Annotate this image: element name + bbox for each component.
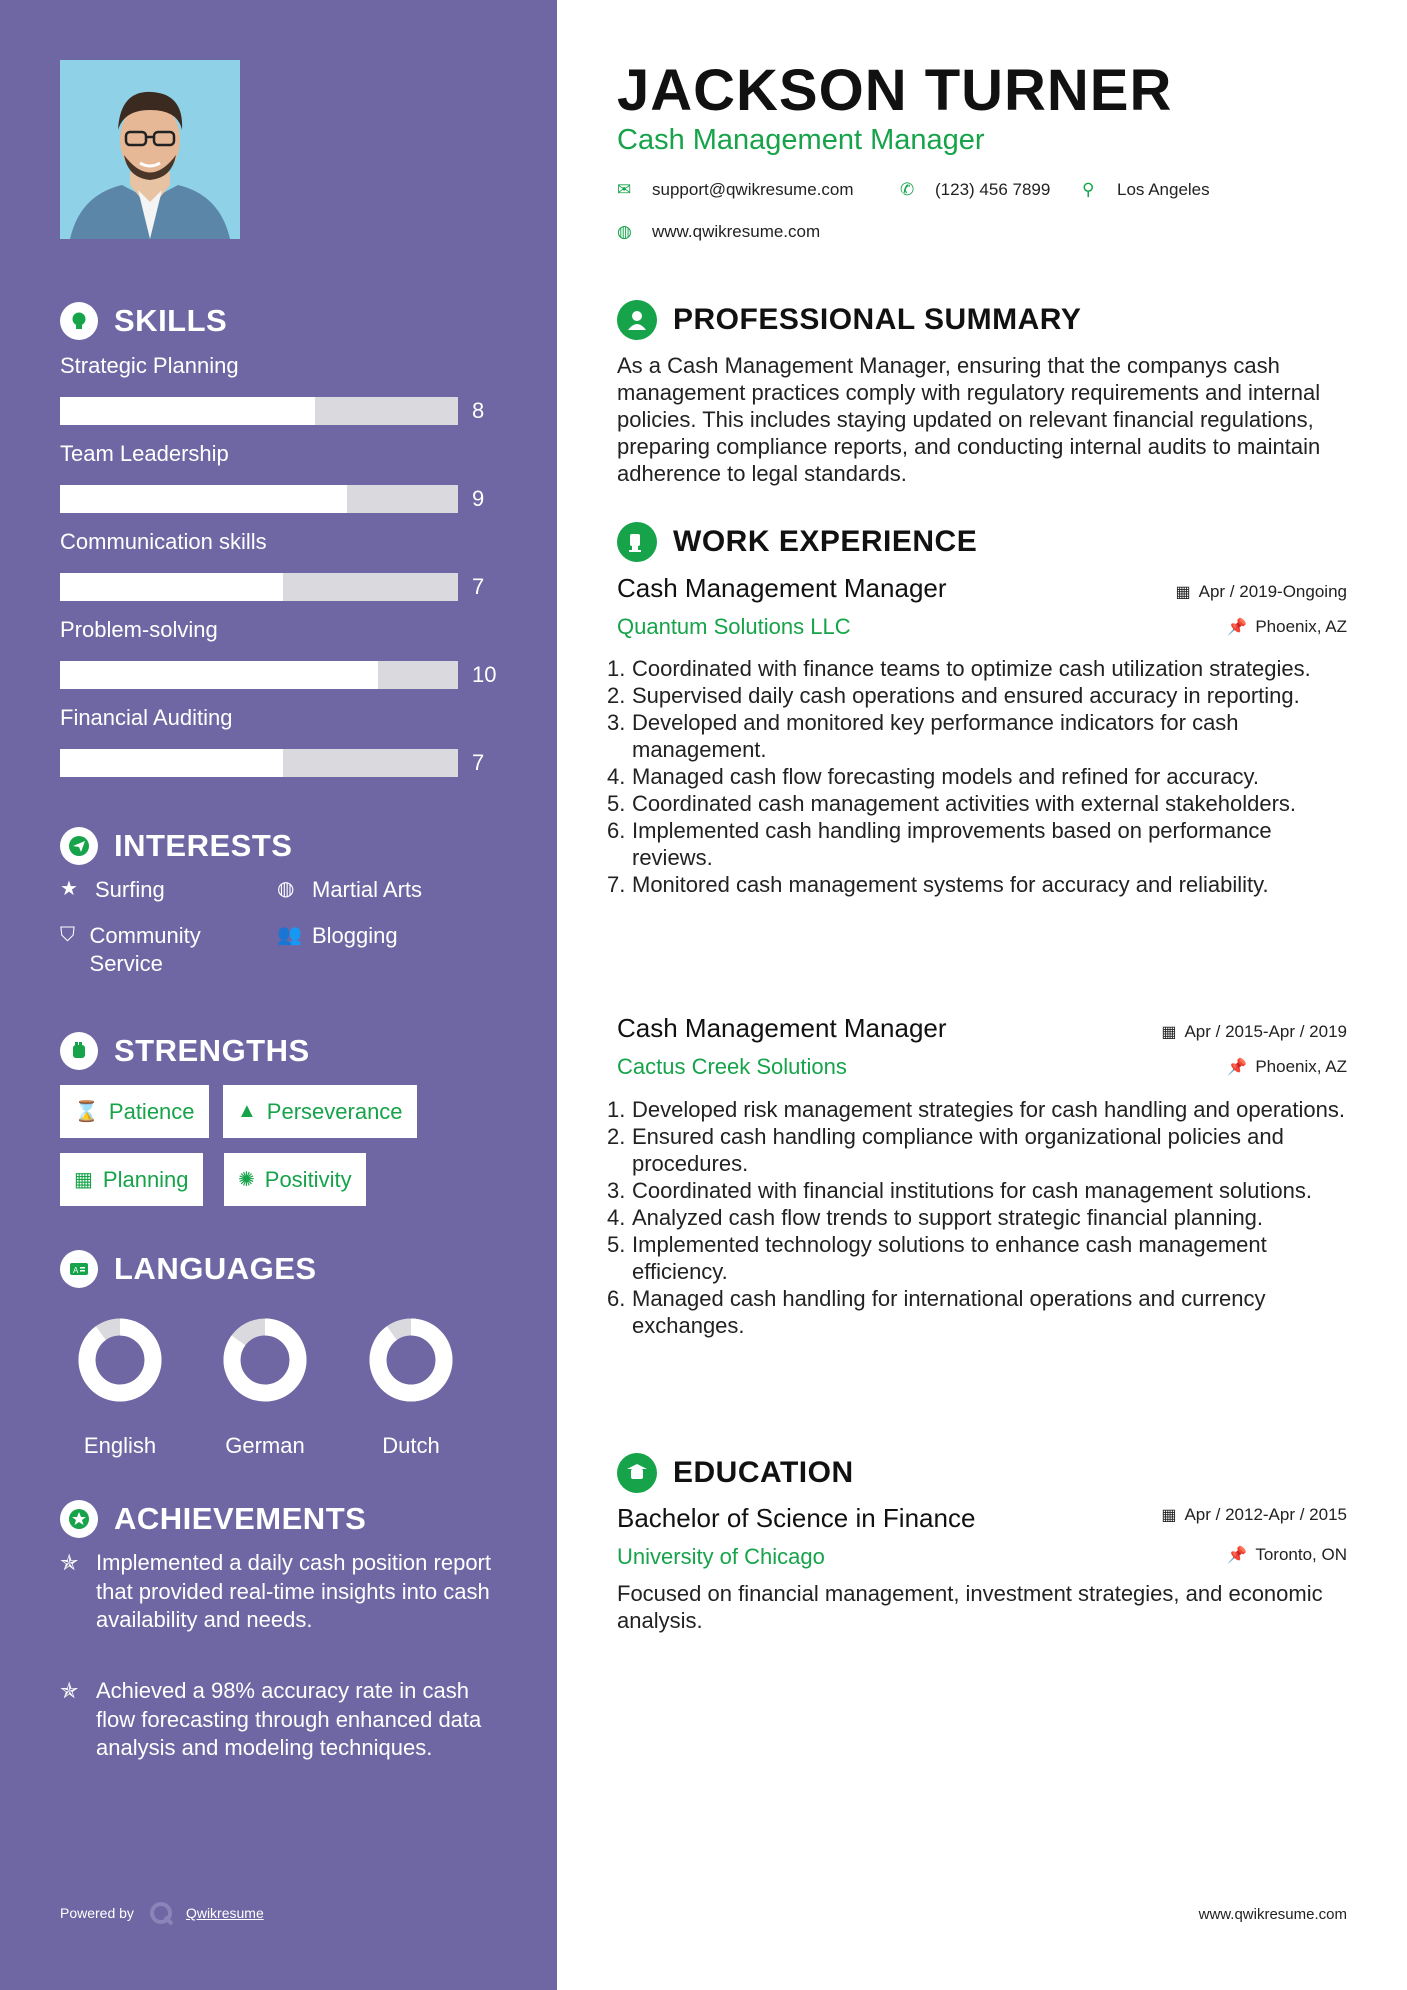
skill-value: 7 [472,750,485,775]
user-icon [617,300,657,340]
language-ring [366,1315,456,1405]
experience-title: WORK EXPERIENCE [673,525,978,558]
education-dates-text: Apr / 2012-Apr / 2015 [1184,1505,1347,1524]
skill-value: 8 [472,398,485,423]
website-text[interactable]: www.qwikresume.com [652,222,821,241]
summary-heading [617,300,1081,340]
skill-item [60,527,500,599]
education-dates [1161,1505,1347,1525]
pushpin-icon: 📌 [1227,1547,1248,1564]
skill-item [60,703,500,775]
star-icon: ✯ [60,1678,79,1703]
list-item: 1. Coordinated with finance teams to optimize cash utilization strategies. [607,656,1311,681]
achievement-text: Implemented a daily cash position report that provided real-time insights into cash availability and needs. [96,1550,491,1632]
strength-badge [60,1153,203,1206]
interest-label: Surfing [95,877,165,902]
qwikresume-logo-icon [148,1900,174,1926]
calendar-icon: ▦ [74,1169,93,1191]
job-title: Cash Management Manager [617,573,947,603]
list-item: 4. Analyzed cash flow trends to support strategic financial planning. [607,1205,1264,1230]
strength-label: Patience [108,1098,195,1124]
calendar-icon: ▦ [1175,584,1191,601]
list-item: 1. Developed risk management strategies for cash handling and operations. [607,1097,1345,1122]
job-responsibilities [607,655,1357,898]
contact-email [617,180,854,200]
powered-by-label: Powered by [60,1905,134,1921]
email-text[interactable]: support@qwikresume.com [652,180,854,199]
summary-text: As a Cash Management Manager, ensuring that the companys cash management practices comply with regulatory requirements and internal policies. This includes staying updated on relevant financial regulations, preparing compliance reports, and conducting internal audits to maintain adherence to legal standards. [617,353,1321,486]
list-item: 3. Coordinated with financial institutions for cash management solutions. [607,1178,1312,1203]
job-dates-text: Apr / 2019-Ongoing [1198,582,1347,601]
interest-item [60,922,240,978]
contact-location [1082,180,1210,200]
svg-text:A: A [73,1266,79,1275]
list-item-text: Managed cash flow forecasting models and refined for accuracy. [632,764,1259,789]
list-item-text: Coordinated with financial institutions for cash management solutions. [632,1178,1312,1203]
envelope-icon: ✉ [617,180,632,199]
interests-title: INTERESTS [114,828,293,863]
skill-name: Team Leadership [60,441,229,466]
list-item-text: Monitored cash management systems for accuracy and reliability. [632,872,1269,897]
achievement-item [60,1549,500,1635]
sidebar [0,0,557,1990]
list-item-text: Developed risk management strategies for cash handling and operations. [632,1097,1345,1122]
interest-label: Blogging [312,923,398,948]
skill-bar-fill [60,573,283,601]
language-ring [220,1315,310,1405]
skill-name: Problem-solving [60,617,218,642]
skill-bar [60,573,458,601]
language-name: English [83,1433,157,1458]
job-title: Cash Management Manager [617,1013,947,1043]
contact-phone [900,180,1050,200]
candidate-name: JACKSON TURNER [617,58,1173,123]
main-content [607,0,1347,1990]
strengths-title: STRENGTHS [114,1033,310,1068]
skill-item [60,615,500,687]
hourglass-icon: ⌛ [74,1101,99,1123]
globe-icon: ◍ [277,878,295,900]
education-heading [617,1453,854,1493]
experience-heading [617,522,977,562]
job-location-text: Phoenix, AZ [1255,1057,1347,1076]
list-item-text: Implemented cash handling improvements based on performance reviews. [632,818,1272,870]
skill-value: 9 [472,486,485,511]
list-item-text: Coordinated cash management activities with external stakeholders. [632,791,1297,816]
list-item: 6. Managed cash handling for international operations and currency exchanges. [617,1285,1357,1339]
interest-item [277,922,398,950]
pushpin-icon: 📌 [1227,619,1248,636]
brand-link[interactable]: Qwikresume [185,1905,264,1921]
star-icon: ★ [60,878,78,900]
skill-bar-fill [60,397,315,425]
road-icon: ▲ [237,1100,257,1122]
list-item: 6. Implemented cash handling improvements based on performance reviews. [617,817,1357,871]
education-title: EDUCATION [673,1456,854,1489]
shield-icon: ⛉ [60,924,75,946]
job-dates-text: Apr / 2015-Apr / 2019 [1184,1022,1347,1041]
users-icon: 👥 [277,924,302,946]
pushpin-icon: 📌 [1227,1059,1248,1076]
list-item: 2. Supervised daily cash operations and ensured accuracy in reporting. [607,683,1300,708]
job-company: Cactus Creek Solutions [617,1054,847,1079]
calendar-icon: ▦ [1161,1507,1177,1524]
strength-label: Positivity [264,1166,352,1192]
summary-title: PROFESSIONAL SUMMARY [673,303,1082,336]
list-item-text: Supervised daily cash operations and ensured accuracy in reporting. [632,683,1300,708]
language-name: Dutch [382,1433,440,1458]
interest-label: Martial Arts [312,877,423,902]
skill-bar-fill [60,661,378,689]
education-location [1227,1545,1347,1565]
fist-icon [60,1032,98,1070]
star-icon: ✯ [60,1550,79,1575]
star-badge-icon [60,1500,98,1538]
achievement-text: Achieved a 98% accuracy rate in cash flow forecasting through enhanced data analysis and modeling techniques. [96,1678,482,1760]
skill-bar [60,749,458,777]
strength-label: Perseverance [266,1098,403,1124]
interest-item [60,876,165,904]
skill-item [60,439,500,511]
skill-bar-fill [60,749,283,777]
phone-text: (123) 456 7899 [935,180,1051,199]
achievements-heading [60,1500,366,1538]
footer-url[interactable]: www.qwikresume.com [1198,1906,1347,1923]
skill-value: 10 [472,662,497,687]
list-item-text: Developed and monitored key performance indicators for cash management. [632,710,1239,762]
education-description: Focused on financial management, investment strategies, and economic analysis. [617,1581,1323,1633]
job-location [1227,617,1347,637]
school-name: University of Chicago [617,1544,825,1569]
briefcase-icon [617,522,657,562]
interest-item [277,876,422,904]
achievements-title: ACHIEVEMENTS [114,1501,367,1536]
languages-heading [60,1250,317,1288]
globe-icon: ◍ [617,222,632,241]
skill-bar-fill [60,485,347,513]
list-item: 3. Developed and monitored key performance indicators for cash management. [617,709,1357,763]
strength-label: Planning [102,1166,189,1192]
list-item: 7. Monitored cash management systems for accuracy and reliability. [607,872,1269,897]
skill-name: Financial Auditing [60,705,233,730]
languages-title: LANGUAGES [114,1251,317,1286]
map-pin-icon: ⚲ [1082,180,1095,199]
skill-bar [60,485,458,513]
sun-icon: ✺ [238,1169,255,1191]
language-name: German [225,1433,305,1458]
paper-plane-icon [60,827,98,865]
list-item: 2. Ensured cash handling compliance with organizational policies and procedures. [617,1123,1357,1177]
strength-badge [223,1085,417,1138]
degree-title: Bachelor of Science in Finance [617,1503,976,1533]
phone-icon: ✆ [900,180,915,199]
language-item [351,1315,471,1459]
interest-label: Community Service [89,923,201,976]
language-item [60,1315,180,1459]
job-company: Quantum Solutions LLC [617,614,851,639]
skill-bar [60,661,458,689]
powered-by [60,1900,264,1926]
job-location-text: Phoenix, AZ [1255,617,1347,636]
list-item-text: Analyzed cash flow trends to support strategic financial planning. [632,1205,1264,1230]
list-item: 5. Implemented technology solutions to enhance cash management efficiency. [617,1231,1357,1285]
list-item-text: Managed cash handling for international operations and currency exchanges. [632,1286,1266,1338]
lightbulb-icon [60,302,98,340]
location-text: Los Angeles [1117,180,1210,199]
job-location [1227,1057,1347,1077]
language-item [205,1315,325,1459]
achievement-item [60,1677,500,1763]
calendar-icon: ▦ [1161,1024,1177,1041]
list-item-text: Implemented technology solutions to enhance cash management efficiency. [632,1232,1267,1284]
skills-title: SKILLS [114,303,228,338]
language-ring [75,1315,165,1405]
candidate-title: Cash Management Manager [617,124,985,156]
skills-heading [60,302,227,340]
job-responsibilities [607,1096,1357,1339]
list-item: 4. Managed cash flow forecasting models and refined for accuracy. [607,764,1259,789]
interests-heading [60,827,292,865]
skill-name: Strategic Planning [60,353,239,378]
skill-value: 7 [472,574,485,599]
list-item-text: Ensured cash handling compliance with organizational policies and procedures. [632,1124,1284,1176]
skill-name: Communication skills [60,529,267,554]
skill-bar [60,397,458,425]
education-location-text: Toronto, ON [1255,1545,1347,1564]
list-item-text: Coordinated with finance teams to optimize cash utilization strategies. [632,656,1311,681]
contact-website [617,222,820,242]
language-icon [60,1250,98,1288]
profile-photo [60,60,240,239]
job-dates [1175,582,1347,602]
strengths-heading [60,1032,310,1070]
list-item: 5. Coordinated cash management activities with external stakeholders. [607,791,1297,816]
strength-badge [224,1153,366,1206]
skill-item [60,351,500,423]
job-dates [1161,1022,1347,1042]
strength-badge [60,1085,209,1138]
graduation-cap-icon [617,1453,657,1493]
